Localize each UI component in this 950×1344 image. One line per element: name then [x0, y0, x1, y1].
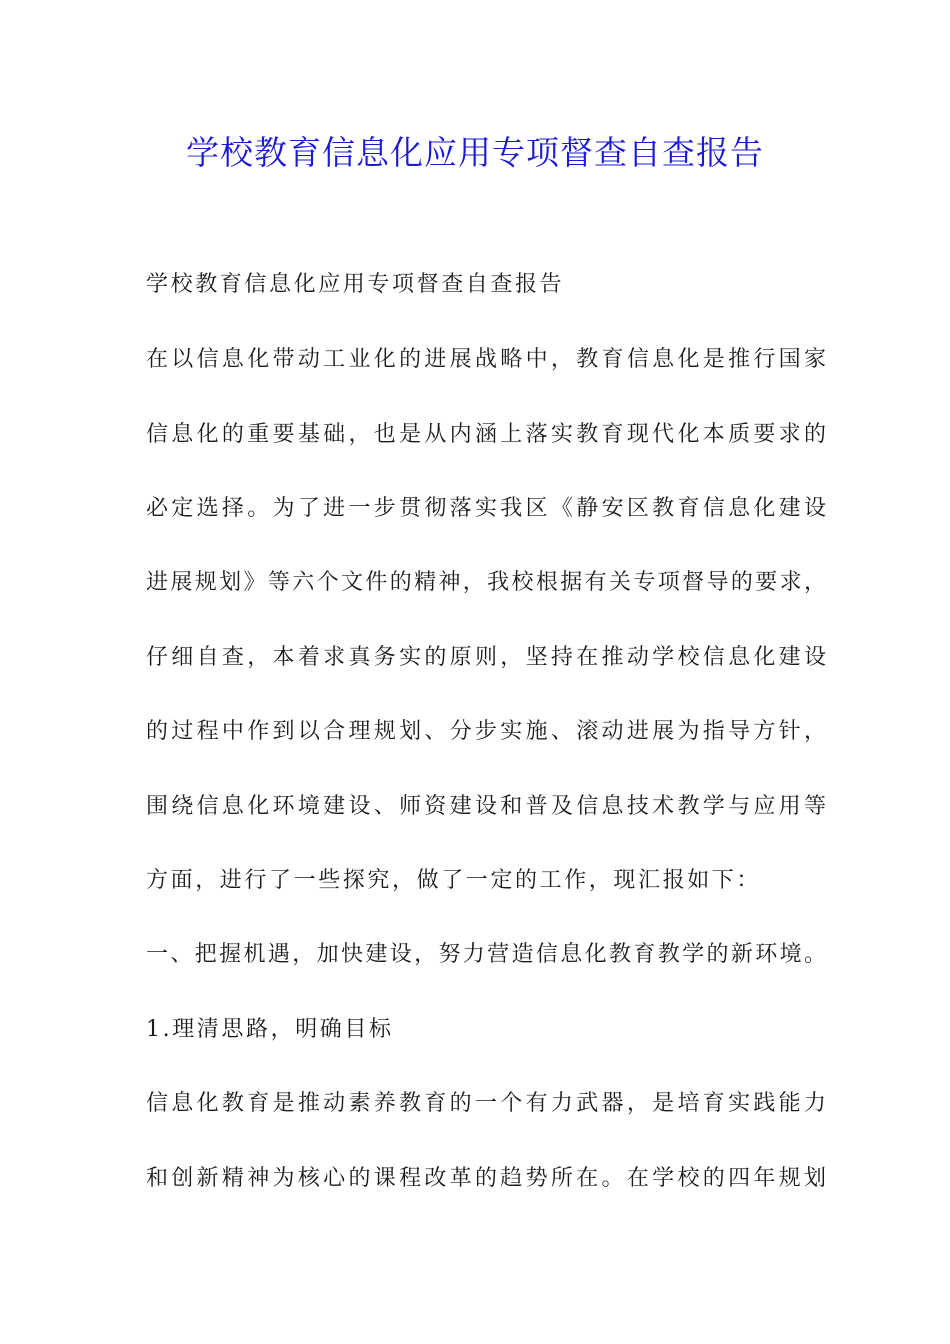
- section-heading: 一、把握机遇，加快建设，努力营造信息化教育教学的新环境。: [146, 942, 826, 967]
- subtitle-line: 学校教育信息化应用专项督查自查报告: [146, 272, 565, 297]
- subsection-heading: 1.理清思路，明确目标: [146, 1017, 394, 1042]
- paragraph-line: 的过程中作到以合理规划、分步实施、滚动进展为指导方针，: [146, 719, 826, 744]
- document-title: 学校教育信息化应用专项督查自查报告: [186, 133, 764, 172]
- paragraph-line: 信息化教育是推动素养教育的一个有力武器，是培育实践能力: [146, 1091, 826, 1116]
- paragraph-line: 围绕信息化环境建设、师资建设和普及信息技术教学与应用等: [146, 794, 826, 819]
- paragraph-line: 方面，进行了一些探究，做了一定的工作，现汇报如下：: [146, 868, 762, 893]
- paragraph-line: 进展规划》等六个文件的精神，我校根据有关专项督导的要求，: [146, 570, 826, 595]
- paragraph-line: 信息化的重要基础，也是从内涵上落实教育现代化本质要求的: [146, 422, 826, 447]
- paragraph-line: 在以信息化带动工业化的进展战略中，教育信息化是推行国家: [146, 347, 826, 372]
- paragraph-line: 和创新精神为核心的课程改革的趋势所在。在学校的四年规划: [146, 1166, 826, 1191]
- paragraph-line: 必定选择。为了进一步贯彻落实我区《静安区教育信息化建设: [146, 496, 826, 521]
- paragraph-line: 仔细自查，本着求真务实的原则，坚持在推动学校信息化建设: [146, 645, 826, 670]
